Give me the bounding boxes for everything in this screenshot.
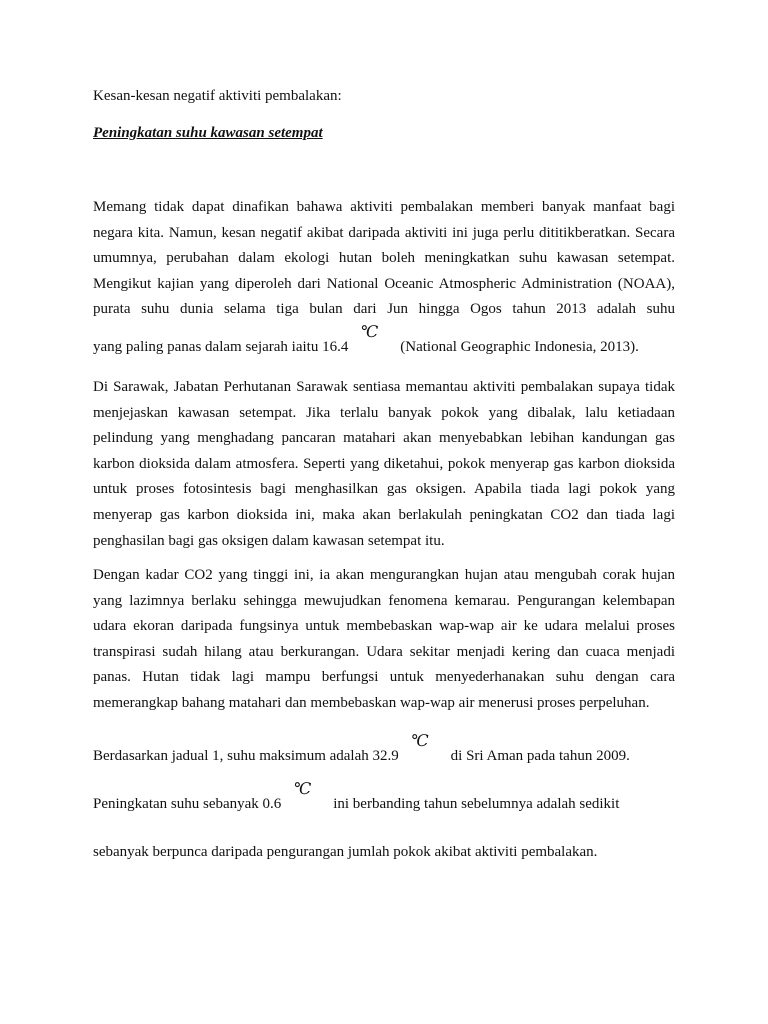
paragraph-1-line-before: yang paling panas dalam sejarah iaitu 16.4 — [93, 338, 349, 355]
paragraph-4-line-2-after: ini berbanding tahun sebelumnya adalah sedikit — [333, 796, 620, 812]
degree-celsius-symbol: ℃ — [410, 733, 429, 750]
paragraph-4-line-2-before: Peningkatan suhu sebanyak 0.6 — [93, 796, 282, 812]
paragraph-4-line-2 — [93, 780, 619, 828]
paragraph-1 — [93, 195, 675, 371]
section-heading: Peningkatan suhu kawasan setempat — [93, 125, 323, 141]
paragraph-4 — [93, 732, 675, 876]
paragraph-4-line-1-after: di Sri Aman pada tahun 2009. — [450, 748, 630, 764]
paragraph-1-citation: (National Geographic Indonesia, 2013). — [400, 338, 639, 355]
paragraph-1-text: Memang tidak dapat dinafikan bahawa aktiviti pembalakan memberi banyak manfaat bagi negara kita. Namun, kesan negatif akibat daripada aktiviti ini juga perlu dititikberatkan. Secara umumnya, perubahan dalam ekologi hutan boleh meningkatkan suhu kawasan setempat. Mengikut kajian yang diperoleh dari National Oceanic Atmospheric Administration (NOAA), purata suhu dunia selama tiga bulan dari Jun hingga Ogos tahun 2013 adalah suhu — [93, 199, 675, 318]
paragraph-4-line-1 — [93, 732, 630, 780]
paragraph-4-line-1-before: Berdasarkan jadual 1, suhu maksimum adalah 32.9 — [93, 748, 399, 764]
degree-celsius-symbol: ℃ — [293, 781, 312, 798]
paragraph-2: Di Sarawak, Jabatan Perhutanan Sarawak sentiasa memantau aktiviti pembalakan supaya tidak menjejaskan kawasan setempat. Jika terlalu banyak pokok yang dibalak, lalu ketiadaan pelindung yang menghadang pancaran matahari akan menyebabkan lebihan kandungan gas karbon dioksida dalam atmosfera. Seperti yang diketahui, pokok menyerap gas karbon dioksida untuk proses fotosintesis bagi menghasilkan gas oksigen. Apabila tiada lagi pokok yang menyerap gas karbon dioksida ini, maka akan berlakulah peningkatan CO2 dan tiada lagi penghasilan bagi gas oksigen dalam kawasan setempat itu. — [93, 379, 675, 549]
paragraph-4-line-3: sebanyak berpunca daripada pengurangan jumlah pokok akibat aktiviti pembalakan. — [93, 844, 598, 860]
degree-celsius-symbol: ℃ — [360, 323, 379, 341]
intro-line: Kesan-kesan negatif aktiviti pembalakan: — [93, 88, 342, 104]
paragraph-3: Dengan kadar CO2 yang tinggi ini, ia akan mengurangkan hujan atau mengubah corak hujan yang lazimnya berlaku sehingga mewujudkan fenomena kemarau. Pengurangan kelembapan udara ekoran daripada fungsinya untuk membebaskan wap-wap air ke udara melalui proses transpirasi sudah hilang atau berkurangan. Udara sekitar menjadi kering dan cuaca menjadi panas. Hutan tidak lagi mampu berfungsi untuk menyederhanakan suhu dengan cara memerangkap bahang matahari dan membebaskan wap-wap air menerusi proses perpeluhan. — [93, 567, 675, 711]
paragraph-1-last-line — [93, 323, 639, 371]
